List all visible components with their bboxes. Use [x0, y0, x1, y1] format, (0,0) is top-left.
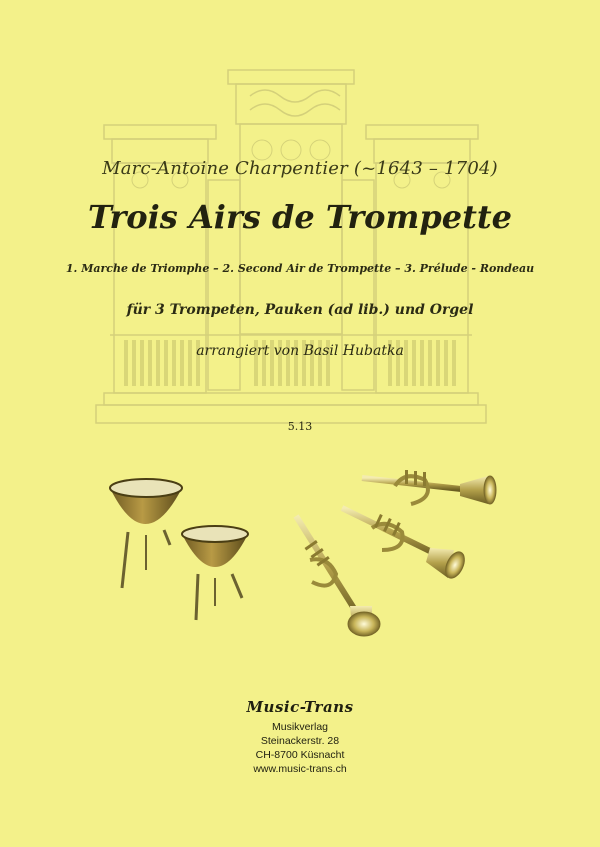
- instrumentation: für 3 Trompeten, Pauken (ad lib.) und Orgel: [126, 302, 474, 318]
- publisher-city: CH-8700 Küsnacht: [255, 749, 345, 761]
- publisher-street: Steinackerstr. 28: [260, 735, 340, 747]
- catalog-number: 5.13: [287, 420, 313, 433]
- timpani-drum-icon: [182, 526, 248, 620]
- timpani-drum-icon: [110, 479, 182, 588]
- publisher-website[interactable]: www.music-trans.ch: [253, 763, 347, 775]
- publisher-block: [0, 698, 600, 776]
- composer-name: Marc-Antoine Charpentier (~1643 – 1704): [102, 158, 498, 179]
- movement-list: 1. Marche de Triomphe – 2. Second Air de Trompette – 3. Prélude - Rondeau: [65, 262, 535, 275]
- publisher-logo: Music-Trans: [246, 698, 354, 716]
- publisher-type: Musikverlag: [271, 721, 329, 733]
- trumpet-icon: [362, 470, 496, 504]
- arranger-credit: arrangiert von Basil Hubatka: [196, 343, 404, 359]
- score-title: Trois Airs de Trompette: [87, 198, 513, 236]
- trumpet-icon: [342, 508, 468, 581]
- trumpet-icon: [296, 516, 380, 636]
